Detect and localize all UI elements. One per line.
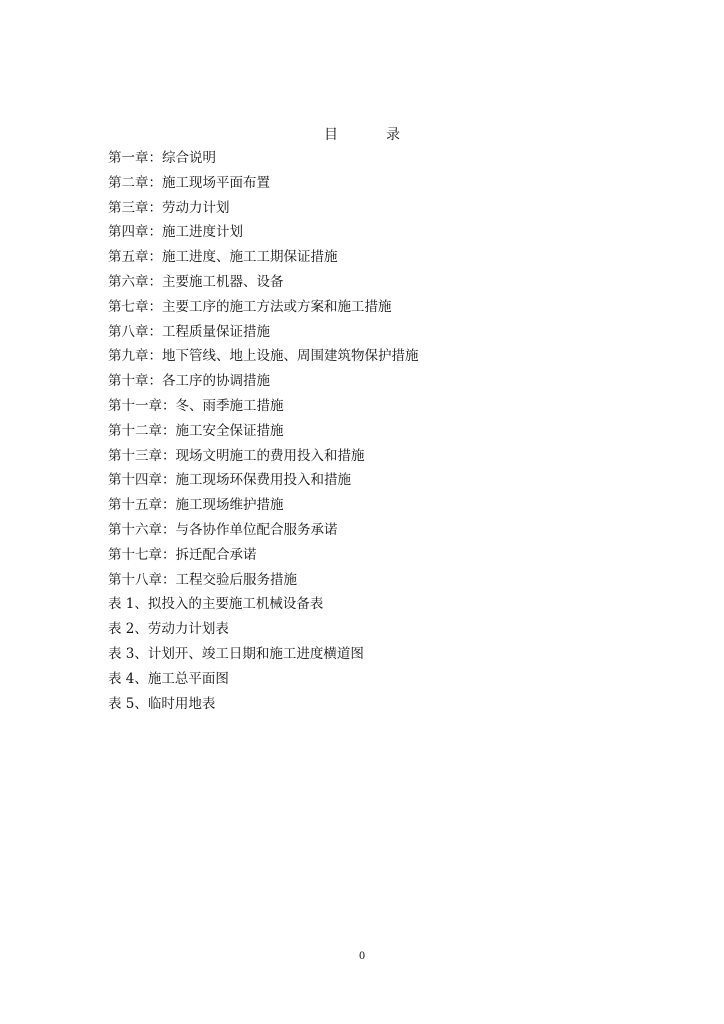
toc-entry: 第九章：地下管线、地上设施、周围建筑物保护措施 bbox=[108, 348, 419, 365]
toc-entry: 第十四章：施工现场环保费用投入和措施 bbox=[108, 472, 351, 489]
toc-entry: 表 3、计划开、竣工日期和施工进度横道图 bbox=[108, 645, 364, 662]
toc-entry: 第十八章：工程交验后服务措施 bbox=[108, 571, 297, 588]
toc-entry: 表 2、劳动力计划表 bbox=[108, 621, 229, 638]
toc-entry: 第四章：施工进度计划 bbox=[108, 224, 243, 241]
page-number: 0 bbox=[358, 951, 366, 962]
toc-entry: 第八章：工程质量保证措施 bbox=[108, 323, 270, 340]
toc-entry: 第十五章：施工现场维护措施 bbox=[108, 497, 284, 514]
toc-entry: 第十章：各工序的协调措施 bbox=[108, 373, 270, 390]
toc-entry: 第十三章：现场文明施工的费用投入和措施 bbox=[108, 447, 365, 464]
toc-entry: 第六章：主要施工机器、设备 bbox=[108, 273, 284, 290]
toc-entry: 第三章：劳动力计划 bbox=[108, 199, 230, 216]
toc-list bbox=[108, 146, 419, 716]
toc-entry: 第七章：主要工序的施工方法或方案和施工措施 bbox=[108, 298, 392, 315]
toc-entry: 第十二章：施工安全保证措施 bbox=[108, 422, 284, 439]
toc-entry: 表 4、施工总平面图 bbox=[108, 670, 229, 687]
toc-heading bbox=[0, 124, 724, 144]
toc-entry: 第十七章：拆迁配合承诺 bbox=[108, 546, 257, 563]
toc-entry: 表 1、拟投入的主要施工机械设备表 bbox=[108, 596, 324, 613]
toc-heading-char-1: 目 bbox=[324, 127, 338, 143]
toc-entry: 第十一章：冬、雨季施工措施 bbox=[108, 397, 284, 414]
toc-entry: 表 5、临时用地表 bbox=[108, 695, 216, 712]
toc-entry: 第十六章：与各协作单位配合服务承诺 bbox=[108, 521, 338, 538]
toc-heading-char-2: 录 bbox=[386, 127, 400, 143]
toc-entry: 第一章：综合说明 bbox=[108, 150, 216, 166]
toc-entry: 第五章：施工进度、施工工期保证措施 bbox=[108, 249, 338, 266]
toc-entry: 第二章：施工现场平面布置 bbox=[108, 174, 270, 191]
